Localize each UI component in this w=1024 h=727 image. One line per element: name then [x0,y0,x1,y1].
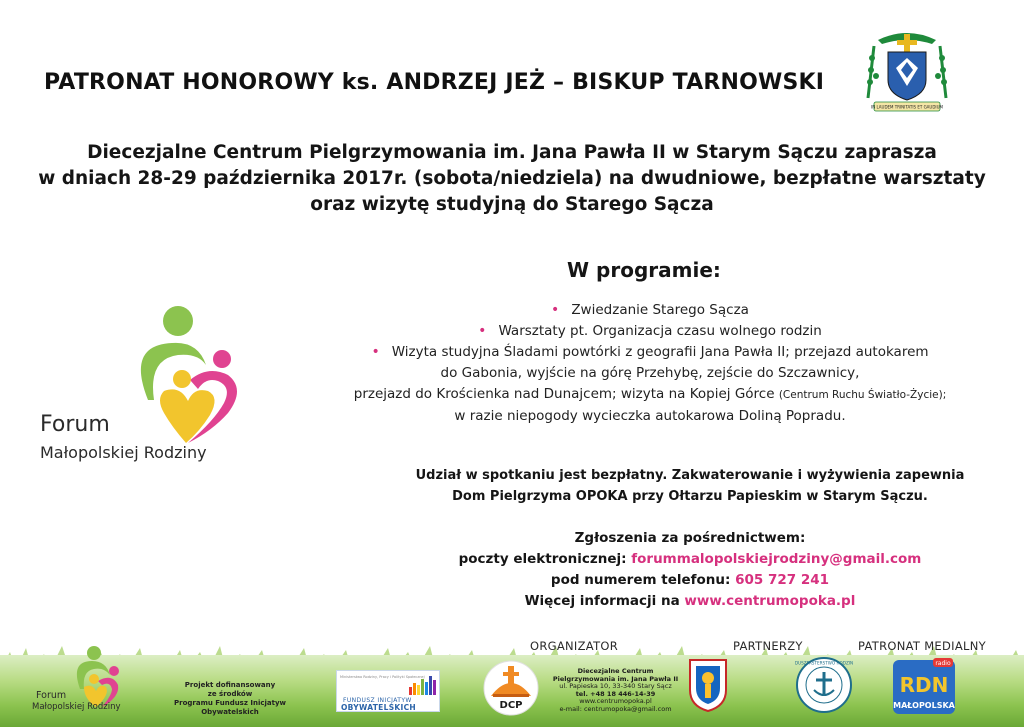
forum-family-logo [128,305,243,445]
program-item-3-line-2: do Gabonia, wyjście na górę Przehybę, zejście do Szczawnicy, [440,365,860,381]
bishop-coat-of-arms [866,28,948,114]
contact-phone-row: pod numerem telefonu: 605 727 241 [550,572,830,588]
email-link[interactable]: forummalopolskiejrodziny@gmail.com [631,551,922,567]
list-item [300,321,1000,342]
fio-ministry: Ministerstwo Rodziny, Pracy i Polityki Społecznej [340,675,425,679]
bullet-icon: • [478,323,487,339]
program-list [300,300,1000,427]
phone-link[interactable]: 605 727 241 [735,572,830,588]
fio-text-1: FUNDUSZ INICJATYW [343,697,412,704]
yellow-head [173,370,191,388]
rdn-radio-logo [893,658,955,714]
partner-crest-logo [688,656,728,712]
list-item [300,342,1000,363]
program-item-2: Warsztaty pt. Organizacja czasu wolnego rodzin [498,323,822,339]
list-item [300,300,1000,321]
bars-icon [409,673,439,695]
rdn-sub: MAŁOPOLSKA [893,701,955,710]
small-logo-line-2: Małopolskiej Rodziny [32,702,121,712]
rdn-main: RDN [899,673,949,697]
pink-head [213,350,231,368]
organizator-label: ORGANIZATOR [530,639,619,653]
website-link[interactable]: www.centrumopoka.pl [684,593,856,609]
dcp-label: DCP [499,700,523,711]
intro-line-3: oraz wizytę studyjną do Starego Sącza [310,194,714,215]
contact-email-row: poczty elektronicznej: forummalopolskiejrodziny@gmail.com [458,551,922,567]
intro-line-1: Diecezjalne Centrum Pielgrzymowania im. Jana Pawła II w Starym Sączu zaprasza [87,142,937,163]
bullet-icon: • [551,302,560,318]
partnerzy-label: PARTNERZY [733,639,803,653]
patronat-medialny-label: PATRONAT MEDIALNY [858,639,986,653]
program-item-3-line-3: przejazd do Krościenka nad Dunajcem; wizyta na Kopiej Górce (Centrum Ruchu Światło-Życie); [353,386,947,402]
forum-logo-line-2: Małopolskiej Rodziny [40,443,207,462]
partner-seal-logo [795,656,853,714]
contact-heading: Zgłoszenia za pośrednictwem: [574,530,806,546]
intro-line-2: w dniach 28-29 października 2017r. (sobota/niedziela) na dwudniowe, bezpłatne warsztaty [38,168,986,189]
dcp-logo [483,660,539,716]
fio-logo [336,670,440,712]
bullet-icon: • [371,344,380,360]
info-line-2: Dom Pielgrzyma OPOKA przy Ołtarzu Papieskim w Starym Sączu. [452,489,928,504]
info-line-1: Udział w spotkaniu jest bezpłatny. Zakwaterowanie i wyżywienia zapewnia [415,468,965,483]
small-logo-line-1: Forum [36,690,67,701]
contact-section [300,528,1024,612]
program-item-3-line-1: Wizyta studyjna Śladami powtórki z geografii Jana Pawła II; przejazd autokarem [391,344,929,360]
invitation-text [0,140,1024,218]
funding-note: Projekt dofinansowany ze środków Programu Fundusz Inicjatyw Obywatelskich [174,681,286,716]
program-item-3-note: (Centrum Ruchu Światło-Życie); [778,389,947,401]
forum-logo-line-1: Forum [40,412,110,437]
green-head [163,306,193,336]
program-item-3-line-4: w razie niepogody wycieczka autokarowa Doliną Popradu. [454,408,846,424]
yellow-heart [160,389,215,443]
rdn-radio-label: radio [935,660,951,667]
patronat-honorowy-heading: PATRONAT HONOROWY ks. ANDRZEJ JEŻ – BISKUP TARNOWSKI [44,70,825,95]
organizer-address: Diecezjalne Centrum Pielgrzymowania im. Jana Pawła II ul. Papieska 10, 33-340 Stary Sącz tel. +48 18 446-14-39 www.centrumopoka.pl e-mail: centrumopoka@gmail.com [552,667,679,713]
participation-info [300,465,1024,507]
coat-motto: IN LAUDEM TRINITATIS ET GAUDIUM [871,104,943,110]
program-item-1: Zwiedzanie Starego Sącza [571,302,749,318]
partner-seal-text: DUSZPASTERSTWO RODZIN [795,660,853,666]
contact-web-row: Więcej informacji na www.centrumopoka.pl [524,593,856,609]
program-title: W programie: [567,258,721,282]
fio-text-2: OBYWATELSKICH [341,703,416,712]
